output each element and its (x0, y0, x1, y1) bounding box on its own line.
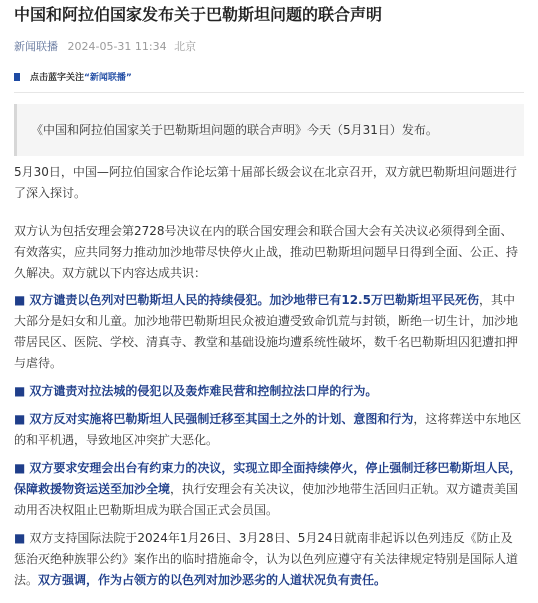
article-body (14, 162, 524, 591)
paragraph-7-text: 双方支持国际法院于2024年1月26日、3月28日、5月24日就南非起诉以色列违反《防止及惩治灭绝种族罪公约》案作出的临时措施命令，认为以色列应遵守有关法律规定特别是国际人道法。 (14, 531, 519, 587)
quote-block: 《中国和阿拉伯国家关于巴勒斯坦问题的联合声明》今天（5月31日）发布。 (14, 104, 524, 156)
follow-account[interactable]: “新闻联播” (84, 73, 132, 83)
source-link[interactable]: 新闻联播 (14, 40, 58, 53)
paragraph-5 (14, 409, 524, 451)
publish-date: 2024-05-31 11:34 (67, 40, 167, 53)
paragraph-6-text: ，执行安理会有关决议，使加沙地带生活回归正轨。双方谴责美国动用否决权阻止巴勒斯坦成为联合国正式会员国。 (14, 482, 519, 517)
article-title: 中国和阿拉伯国家发布关于巴勒斯坦问题的联合声明 (14, 5, 383, 24)
paragraph-6-bold: 双方要求安理会出台有约束力的决议，实现立即全面持续停火，停止强制迁移巴勒斯坦人民，保障救援物资运送至加沙全境 (14, 461, 522, 496)
paragraph-3 (14, 290, 524, 374)
paragraph-5-text: ，这将葬送中东地区的和平机遇，导致地区冲突扩大恶化。 (14, 412, 522, 447)
paragraph-7 (14, 528, 524, 591)
follow-banner[interactable] (14, 70, 214, 92)
paragraph-3-bold: 双方谴责以色列对巴勒斯坦人民的持续侵犯。加沙地带已有12.5万巴勒斯坦平民死伤 (29, 293, 479, 307)
bullet-icon: ■ (14, 293, 26, 307)
bullet-icon: ■ (14, 531, 26, 545)
paragraph-5-bold: 双方反对实施将巴勒斯坦人民强制迁移至其国土之外的计划、意图和行为 (29, 412, 414, 426)
divider (14, 92, 524, 93)
bullet-icon: ■ (14, 461, 26, 475)
blue-bar-icon (14, 73, 20, 81)
paragraph-4 (14, 381, 524, 402)
paragraph-6 (14, 458, 524, 521)
follow-prefix: 点击蓝字关注 (30, 73, 85, 83)
paragraph-4-bold: 双方谴责对拉法城的侵犯以及轰炸难民营和控制拉法口岸的行为。 (29, 384, 378, 398)
bullet-icon: ■ (14, 384, 26, 398)
article-page (0, 4, 538, 603)
paragraph-7-bold: 双方强调，作为占领方的以色列对加沙恶劣的人道状况负有责任。 (38, 573, 387, 587)
paragraph-1: 5月30日，中国—阿拉伯国家合作论坛第十届部长级会议在北京召开，双方就巴勒斯坦问题进行了深入探讨。 (14, 165, 517, 200)
paragraph-2: 双方认为包括安理会第2728号决议在内的联合国安理会和联合国大会有关决议必须得到全面、有效落实，应共同努力推动加沙地带尽快停火止战，推动巴勒斯坦问题早日得到全面、公正、持久解决。双方就以下内容达成共识： (14, 224, 519, 280)
bullet-icon: ■ (14, 412, 26, 426)
article-meta (14, 38, 524, 54)
paragraph-3-text: ，其中大部分是妇女和儿童。加沙地带巴勒斯坦民众被迫遭受致命饥荒与封锁，断绝一切生计，加沙地带居民区、医院、学校、清真寺、教堂和基础设施均遭系统性破坏，数千名巴勒斯坦囚犯遭扣押与虐待。 (14, 293, 519, 370)
publish-location: 北京 (174, 40, 197, 53)
